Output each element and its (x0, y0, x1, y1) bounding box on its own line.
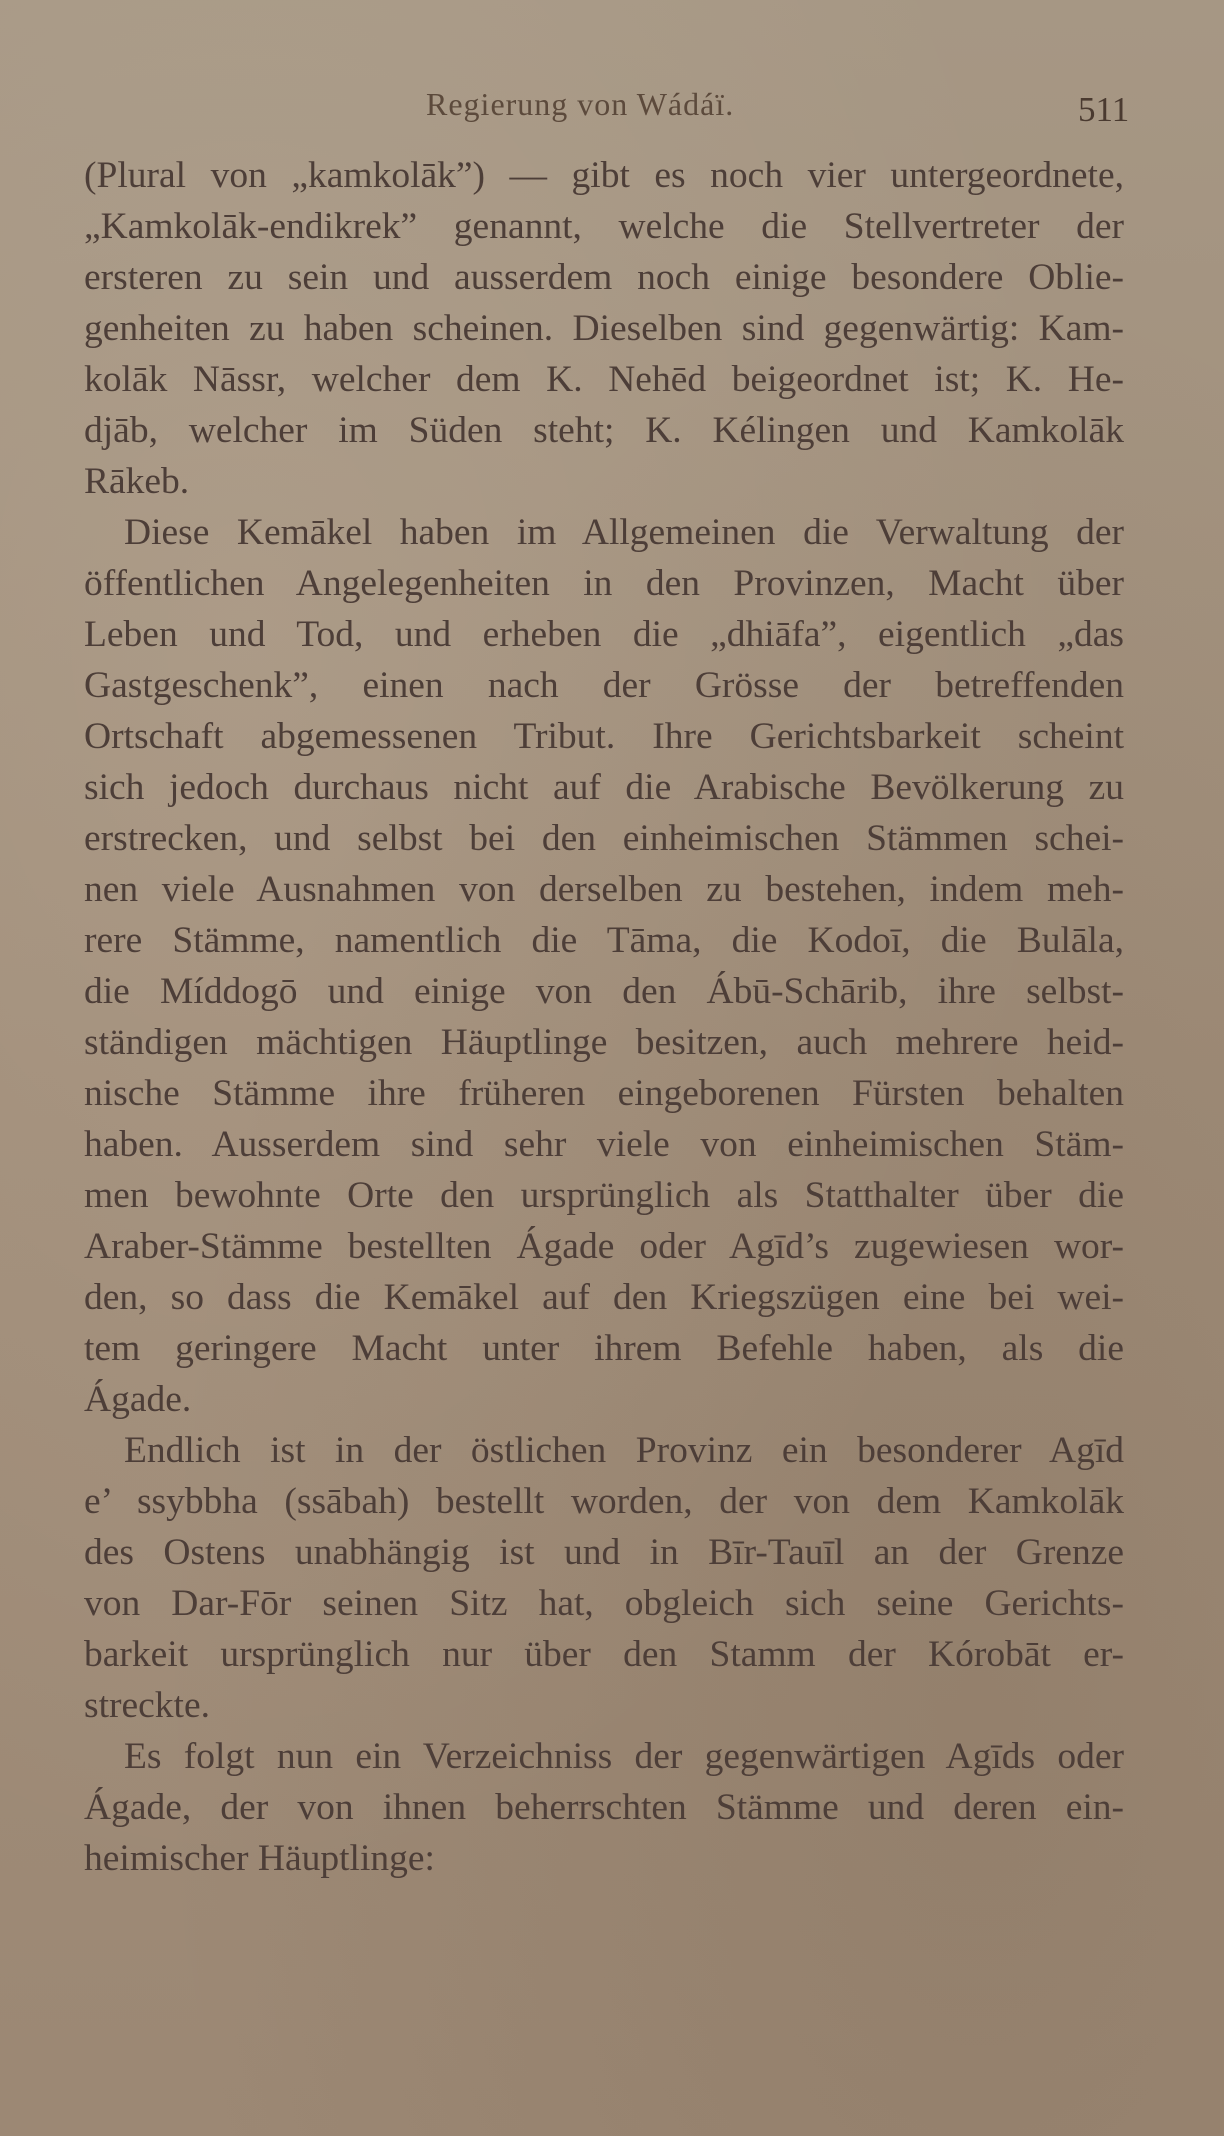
paragraph (84, 507, 1124, 1425)
text-line: Es folgt nun ein Verzeichniss der gegenwärtigen Agīds oder (124, 1736, 1124, 1777)
text-line: von Dar-Fōr seinen Sitz hat, obgleich sich seine Gerichts- (84, 1583, 1124, 1624)
text-line: kolāk Nāssr, welcher dem K. Nehēd beigeordnet ist; K. He- (84, 359, 1124, 400)
text-line: Ágade, der von ihnen beherrschten Stämme und deren ein- (84, 1787, 1124, 1828)
text-line: barkeit ursprünglich nur über den Stamm der Kórobāt er- (84, 1634, 1124, 1675)
text-line: haben. Ausserdem sind sehr viele von einheimischen Stäm- (84, 1124, 1124, 1165)
text-line: die Míddogō und einige von den Ábū-Schārib, ihre selbst- (84, 971, 1124, 1012)
text-line: Endlich ist in der östlichen Provinz ein besonderer Agīd (124, 1430, 1124, 1471)
text-line: ständigen mächtigen Häuptlinge besitzen, auch mehrere heid- (84, 1022, 1124, 1063)
running-head (0, 86, 1224, 136)
text-line: streckte. (84, 1685, 210, 1726)
text-line: erstrecken, und selbst bei den einheimischen Stämmen schei- (84, 818, 1124, 859)
text-line: sich jedoch durchaus nicht auf die Arabische Bevölkerung zu (84, 767, 1124, 808)
text-line: heimischer Häuptlinge: (84, 1838, 435, 1879)
text-line: Rākeb. (84, 461, 190, 502)
text-line: Gastgeschenk”, einen nach der Grösse der betreffenden (84, 665, 1124, 706)
body-text (84, 150, 1124, 1884)
text-line: tem geringere Macht unter ihrem Befehle haben, als die (84, 1328, 1124, 1369)
text-line: nische Stämme ihre früheren eingeborenen Fürsten behalten (84, 1073, 1124, 1114)
text-line: den, so dass die Kemākel auf den Kriegszügen eine bei wei- (84, 1277, 1124, 1318)
text-line: „Kamkolāk-endikrek” genannt, welche die Stellvertreter der (84, 206, 1124, 247)
text-line: nen viele Ausnahmen von derselben zu bestehen, indem meh- (84, 869, 1124, 910)
text-line: des Ostens unabhängig ist und in Bīr-Tauīl an der Grenze (84, 1532, 1124, 1573)
text-line: genheiten zu haben scheinen. Dieselben sind gegenwärtig: Kam- (84, 308, 1124, 349)
text-line: ersteren zu sein und ausserdem noch einige besondere Oblie- (84, 257, 1124, 298)
text-line: Araber-Stämme bestellten Ágade oder Agīd’s zugewiesen wor- (84, 1226, 1124, 1267)
text-line: djāb, welcher im Süden steht; K. Kélingen und Kamkolāk (84, 410, 1124, 451)
text-line: Diese Kemākel haben im Allgemeinen die Verwaltung der (124, 512, 1124, 553)
text-line: öffentlichen Angelegenheiten in den Provinzen, Macht über (84, 563, 1124, 604)
paragraph (84, 150, 1124, 507)
text-line: men bewohnte Orte den ursprünglich als Statthalter über die (84, 1175, 1124, 1216)
paragraph (84, 1425, 1124, 1731)
text-line: e’ ssybbha (ssābah) bestellt worden, der von dem Kamkolāk (84, 1481, 1124, 1522)
paragraph (84, 1731, 1124, 1884)
text-line: Ágade. (84, 1379, 192, 1420)
page-number: 511 (1078, 90, 1130, 129)
running-title: Regierung von Wádáï. (426, 86, 735, 122)
text-line: Ortschaft abgemessenen Tribut. Ihre Gerichtsbarkeit scheint (84, 716, 1124, 757)
text-line: Leben und Tod, und erheben die „dhiāfa”, eigentlich „das (84, 614, 1124, 655)
text-line: (Plural von „kamkolāk”) — gibt es noch vier untergeordnete, (84, 155, 1124, 196)
text-line: rere Stämme, namentlich die Tāma, die Kodoī, die Bulāla, (84, 920, 1124, 961)
